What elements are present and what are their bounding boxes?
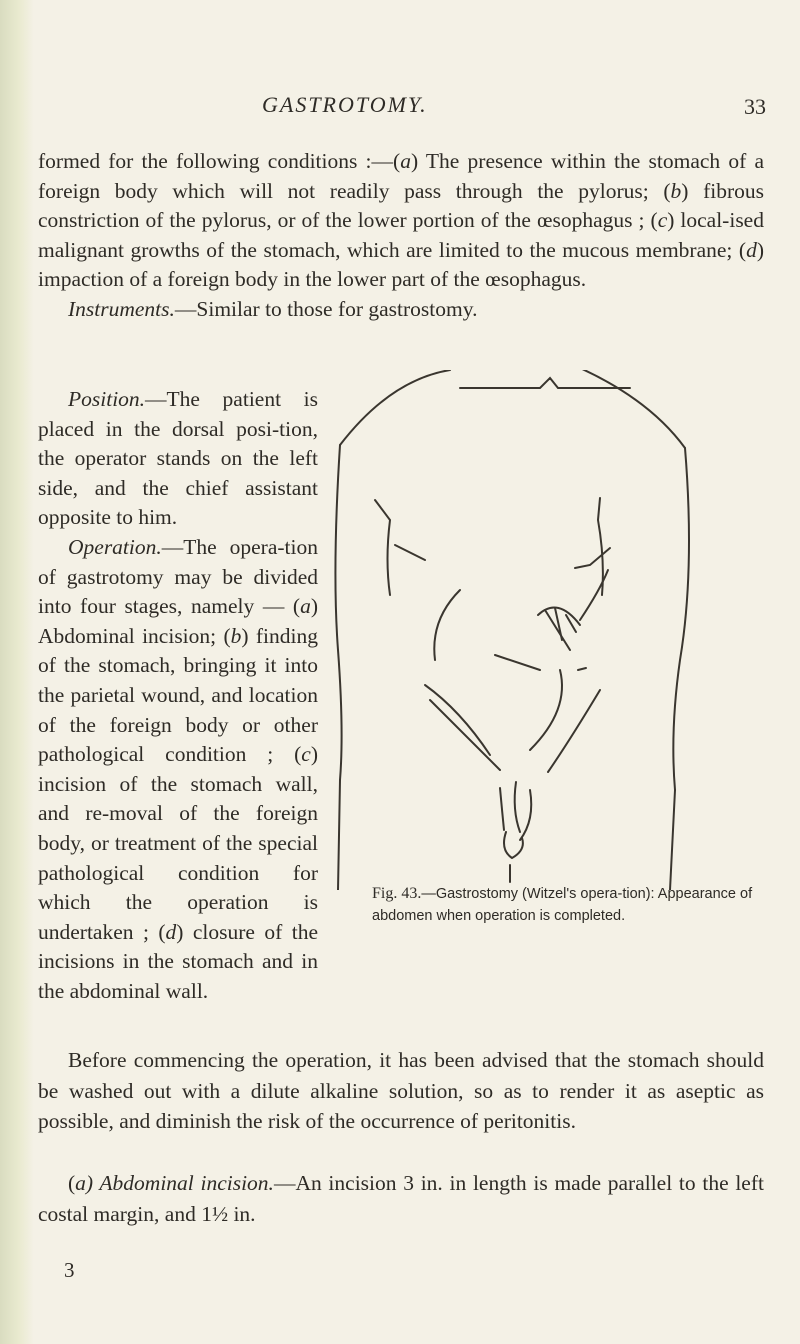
running-head xyxy=(0,92,800,122)
signature-mark: 3 xyxy=(64,1258,75,1282)
conditions-paragraph: formed for the following conditions :—(a) The presence within the stomach of a foreign body which will not readily pass through the pylorus; (b) fibrous constriction of the pylorus, or of the lower portion of the œsophagus ; (c) local-ised malignant growths of the stomach, which are limited to the mucous membrane; (d) impaction of a foreign body in the lower part of the œsophagus. Instruments.—Similar to those for gastrostomy. xyxy=(38,149,764,321)
figure-caption-text: —Gastrostomy (Witzel's opera-tion): Appearance of abdomen when operation is completed. xyxy=(372,886,753,924)
running-title: GASTROTOMY. xyxy=(262,92,428,117)
figure-label: Fig. 43. xyxy=(372,885,422,902)
position-text: —The patient is placed in the dorsal posi-tion, the operator stands on the left side, and the chief assistant opposite to him. xyxy=(38,387,318,530)
instruments-heading: Instruments. xyxy=(68,296,175,321)
position-heading: Position. xyxy=(68,387,146,411)
figure-caption-block xyxy=(372,883,772,927)
before-commencing-paragraph: Before commencing the operation, it has been advised that the stomach should be washed out with a dilute alkaline solution, so as to render it as aseptic as possible, and diminish the risk of the occurrence of peritonitis. xyxy=(38,1048,764,1133)
position-operation-column: Position.—The patient is placed in the dorsal posi-tion, the operator stands on the left side, and the chief assistant opposite to him. Operation.—The opera-tion of gastrotomy may be divided into four stages, namely — (a) Abdominal incision; (b) finding of the stomach, bringing it into the parietal wound, and location of the foreign body or other pathological condition ; (c) incision of the stomach wall, and re-moval of the foreign body, or treatment of the special pathological condition for which the operation is undertaken ; (d) closure of the incisions in the stomach and in the abdominal wall. xyxy=(38,387,318,1003)
abdomen-illustration xyxy=(330,370,770,890)
operation-heading: Operation. xyxy=(68,534,162,559)
instruments-text: —Similar to those for gastrostomy. xyxy=(174,296,478,321)
page-number: 33 xyxy=(744,94,766,119)
figure-43 xyxy=(330,370,770,890)
abdominal-incision-paragraph: (a) Abdominal incision.—An incision 3 in. in length is made parallel to the left costal margin, and 1½ in. xyxy=(38,1171,764,1226)
page-edge-shadow xyxy=(0,0,34,1344)
